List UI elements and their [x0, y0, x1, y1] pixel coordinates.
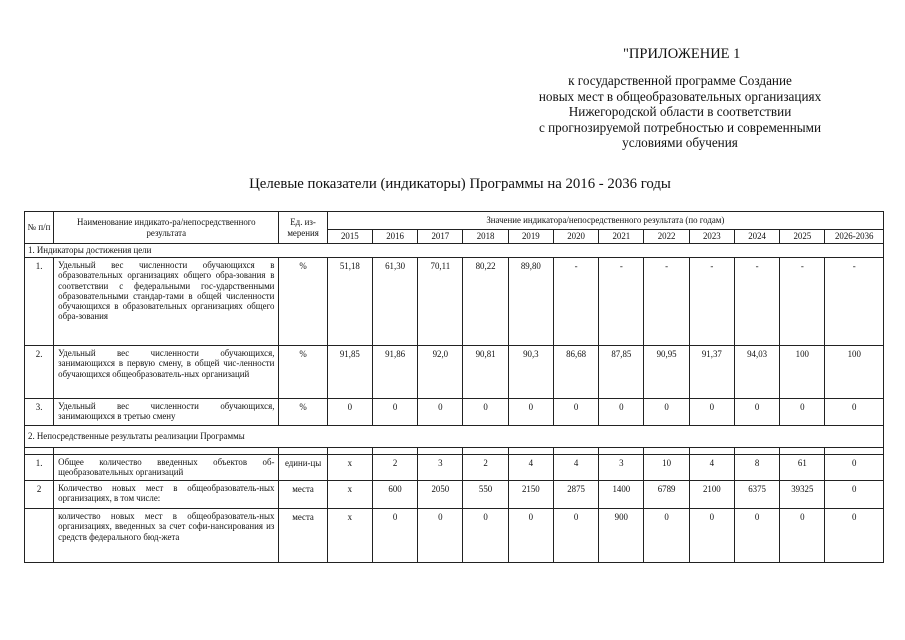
value-cell: 0: [418, 509, 463, 563]
value-cell: -: [599, 258, 644, 346]
column-header-name: Наименование индикато-ра/непосредственного результата: [54, 212, 279, 244]
value-cell: -: [825, 258, 884, 346]
row-number: 1.: [25, 258, 54, 346]
year-header: 2024: [734, 230, 779, 244]
value-cell: 4: [508, 455, 553, 481]
value-cell: 61,30: [372, 258, 417, 346]
value-cell: 2875: [553, 481, 598, 509]
value-cell: 0: [780, 399, 825, 426]
spacer-cell: [508, 448, 553, 455]
value-cell: 0: [825, 481, 884, 509]
table-title: Целевые показатели (индикаторы) Программы на 2016 - 2036 годы: [249, 176, 671, 192]
spacer-row: [25, 448, 884, 455]
value-cell: 100: [825, 346, 884, 399]
table-row: [25, 258, 884, 346]
value-cell: 91,37: [689, 346, 734, 399]
value-cell: 89,80: [508, 258, 553, 346]
value-cell: 90,95: [644, 346, 689, 399]
header-row: [25, 212, 884, 230]
column-header-values: Значение индикатора/непосредственного результата (по годам): [327, 212, 883, 230]
spacer-cell: [734, 448, 779, 455]
value-cell: 2100: [689, 481, 734, 509]
spacer-cell: [372, 448, 417, 455]
year-header: 2023: [689, 230, 734, 244]
spacer-cell: [418, 448, 463, 455]
table-row: [25, 509, 884, 563]
value-cell: 51,18: [327, 258, 372, 346]
annex-subtitle-line: Нижегородской области в соответствии: [568, 104, 792, 120]
value-cell: 87,85: [599, 346, 644, 399]
table-row: [25, 346, 884, 399]
indicator-name: Удельный вес численности обучающихся, занимающихся в первую смену, в общей чис-ленности обучающихся общеобразователь-ных организаций: [54, 346, 279, 399]
indicator-name: количество новых мест в общеобразователь-ных организациях, введенных за счет софи-нансирования из средств федерального бюд-жета: [54, 509, 279, 563]
section-title: 1. Индикаторы достижения цели: [25, 244, 884, 258]
spacer-cell: [599, 448, 644, 455]
section-title: 2. Непосредственные результаты реализации Программы: [25, 426, 884, 448]
indicator-name: Удельный вес численности обучающихся, занимающихся в третью смену: [54, 399, 279, 426]
year-header: 2022: [644, 230, 689, 244]
value-cell: 3: [418, 455, 463, 481]
value-cell: -: [644, 258, 689, 346]
annex-subtitle: [470, 73, 890, 151]
value-cell: -: [553, 258, 598, 346]
spacer-cell: [25, 448, 54, 455]
value-cell: 0: [644, 399, 689, 426]
value-cell: 86,68: [553, 346, 598, 399]
year-header: 2016: [372, 230, 417, 244]
value-cell: 0: [463, 509, 508, 563]
table-row: [25, 455, 884, 481]
year-header: 2021: [599, 230, 644, 244]
value-cell: 6789: [644, 481, 689, 509]
value-cell: х: [327, 455, 372, 481]
section-row: [25, 244, 884, 258]
value-cell: 0: [327, 399, 372, 426]
spacer-cell: [463, 448, 508, 455]
value-cell: 0: [689, 399, 734, 426]
value-cell: 91,86: [372, 346, 417, 399]
row-number: 2: [25, 481, 54, 509]
indicator-name: Количество новых мест в общеобразователь-ных организациях, в том числе:: [54, 481, 279, 509]
unit: %: [279, 399, 327, 426]
spacer-cell: [780, 448, 825, 455]
value-cell: -: [689, 258, 734, 346]
row-number: 1.: [25, 455, 54, 481]
value-cell: 900: [599, 509, 644, 563]
unit: места: [279, 509, 327, 563]
row-number: 2.: [25, 346, 54, 399]
value-cell: 0: [599, 399, 644, 426]
table-row: [25, 481, 884, 509]
value-cell: 0: [508, 399, 553, 426]
section-row: [25, 426, 884, 448]
value-cell: 0: [689, 509, 734, 563]
value-cell: 0: [463, 399, 508, 426]
annex-title: "ПРИЛОЖЕНИЕ 1: [623, 46, 741, 62]
value-cell: 2: [463, 455, 508, 481]
value-cell: 0: [553, 509, 598, 563]
value-cell: 0: [644, 509, 689, 563]
column-header-unit: Ед. из-мерения: [279, 212, 327, 244]
value-cell: 91,85: [327, 346, 372, 399]
value-cell: 90,3: [508, 346, 553, 399]
value-cell: 70,11: [418, 258, 463, 346]
value-cell: 0: [372, 509, 417, 563]
value-cell: 0: [553, 399, 598, 426]
year-header: 2019: [508, 230, 553, 244]
unit: %: [279, 258, 327, 346]
spacer-cell: [825, 448, 884, 455]
year-header: 2018: [463, 230, 508, 244]
spacer-cell: [689, 448, 734, 455]
value-cell: 0: [825, 455, 884, 481]
value-cell: 80,22: [463, 258, 508, 346]
indicators-table: [24, 211, 884, 563]
year-header: 2025: [780, 230, 825, 244]
unit: едини-цы: [279, 455, 327, 481]
year-header: 2020: [553, 230, 598, 244]
column-header-number: № п/п: [25, 212, 54, 244]
value-cell: х: [327, 481, 372, 509]
value-cell: 39325: [780, 481, 825, 509]
annex-subtitle-line: новых мест в общеобразовательных организациях: [538, 88, 822, 104]
value-cell: 0: [734, 509, 779, 563]
value-cell: 2150: [508, 481, 553, 509]
value-cell: 2050: [418, 481, 463, 509]
table-row: [25, 399, 884, 426]
year-header: 2017: [418, 230, 463, 244]
value-cell: 10: [644, 455, 689, 481]
value-cell: 0: [508, 509, 553, 563]
annex-subtitle-line: условиями обучения: [622, 135, 738, 151]
row-number: 3.: [25, 399, 54, 426]
value-cell: 61: [780, 455, 825, 481]
spacer-cell: [54, 448, 279, 455]
value-cell: 0: [780, 509, 825, 563]
value-cell: 0: [372, 399, 417, 426]
value-cell: 4: [689, 455, 734, 481]
value-cell: 4: [553, 455, 598, 481]
spacer-cell: [644, 448, 689, 455]
value-cell: 0: [825, 509, 884, 563]
indicator-name: Общее количество введенных объектов об-щеобразовательных организаций: [54, 455, 279, 481]
value-cell: -: [734, 258, 779, 346]
value-cell: 0: [418, 399, 463, 426]
value-cell: х: [327, 509, 372, 563]
unit: %: [279, 346, 327, 399]
annex-subtitle-line: к государственной программе Создание: [568, 73, 792, 88]
value-cell: 90,81: [463, 346, 508, 399]
value-cell: 600: [372, 481, 417, 509]
value-cell: 550: [463, 481, 508, 509]
spacer-cell: [279, 448, 327, 455]
value-cell: 92,0: [418, 346, 463, 399]
annex-subtitle-line: с прогнозируемой потребностью и современными: [538, 119, 822, 135]
value-cell: 6375: [734, 481, 779, 509]
value-cell: 3: [599, 455, 644, 481]
spacer-cell: [327, 448, 372, 455]
value-cell: 100: [780, 346, 825, 399]
indicator-name: Удельный вес численности обучающихся в образовательных организациях общего обра-зования в соответствии с федеральными гос-ударственными образовательными стандар-тами в общей численности обучающихся в образовательных организациях общего обра-зования: [54, 258, 279, 346]
value-cell: 0: [825, 399, 884, 426]
value-cell: 0: [734, 399, 779, 426]
row-number: [25, 509, 54, 563]
unit: места: [279, 481, 327, 509]
year-header: 2026-2036: [825, 230, 884, 244]
value-cell: -: [780, 258, 825, 346]
value-cell: 8: [734, 455, 779, 481]
value-cell: 94,03: [734, 346, 779, 399]
spacer-cell: [553, 448, 598, 455]
value-cell: 2: [372, 455, 417, 481]
year-header: 2015: [327, 230, 372, 244]
value-cell: 1400: [599, 481, 644, 509]
